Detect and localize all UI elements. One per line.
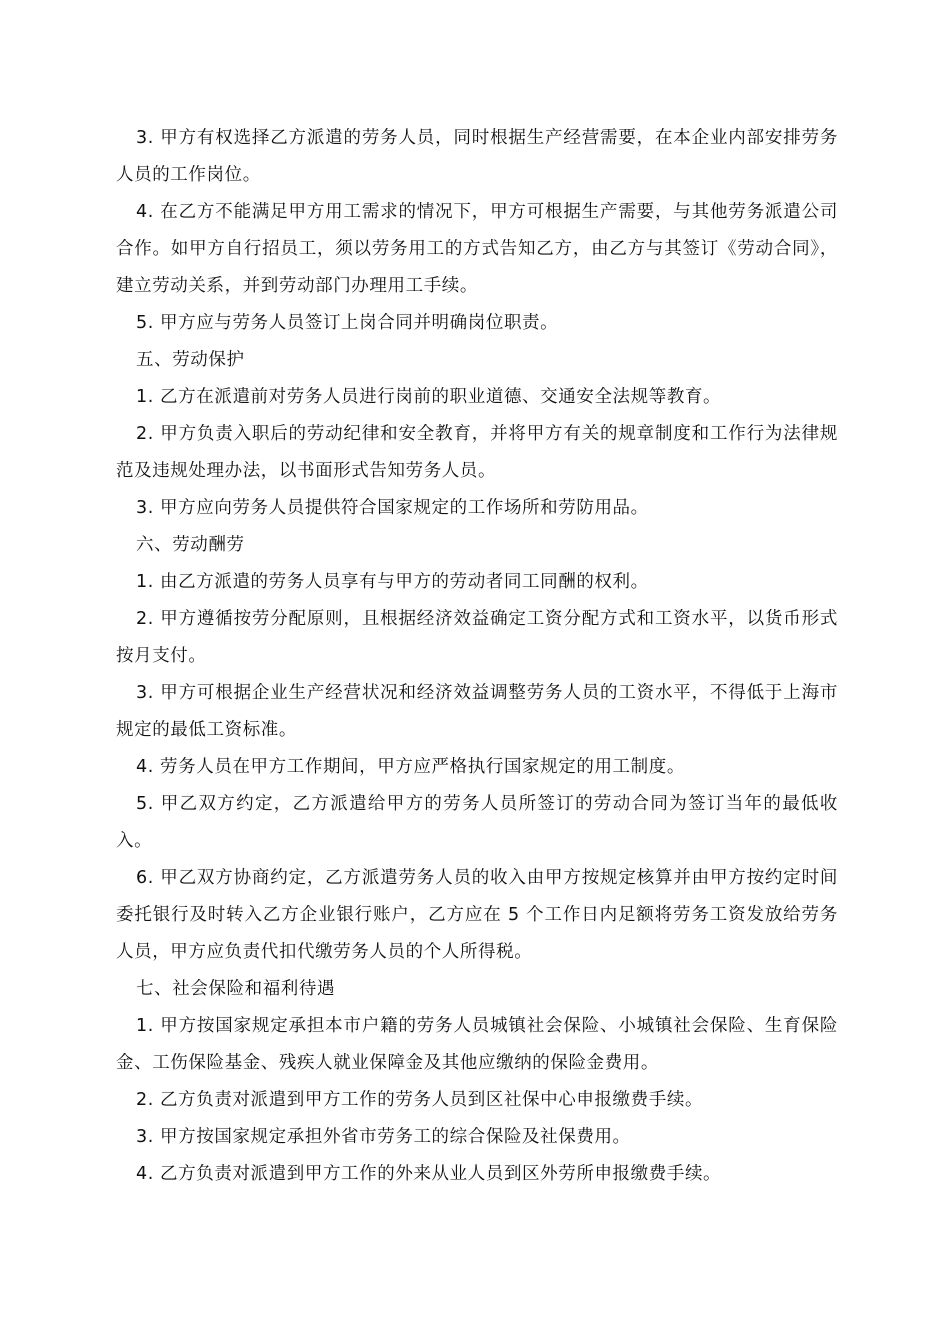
clause-4-4: 4. 在乙方不能满足甲方用工需求的情况下，甲方可根据生产需要，与其他劳务派遣公司合作。如甲方自行招员工，须以劳务用工的方式告知乙方，由乙方与其签订《劳动合同》，建立劳动关系，并到劳动部门办理用工手续。 <box>116 202 838 296</box>
clause-5-1: 1. 乙方在派遣前对劳务人员进行岗前的职业道德、交通安全法规等教育。 <box>136 387 722 407</box>
clause-6-5: 5. 甲乙双方约定，乙方派遣给甲方的劳务人员所签订的劳动合同为签订当年的最低收入。 <box>116 794 838 851</box>
clause-6-6: 6. 甲乙双方协商约定，乙方派遣劳务人员的收入由甲方按规定核算并由甲方按约定时间委托银行及时转入乙方企业银行账户，乙方应在 5 个工作日内足额将劳务工资发放给劳务人员，甲方应负责代扣代缴劳务人员的个人所得税。 <box>116 868 838 962</box>
clause-6-3: 3. 甲方可根据企业生产经营状况和经济效益调整劳务人员的工资水平，不得低于上海市规定的最低工资标准。 <box>116 683 838 740</box>
clause-4-5: 5. 甲方应与劳务人员签订上岗合同并明确岗位职责。 <box>136 313 559 333</box>
clause-6-1: 1. 由乙方派遣的劳务人员享有与甲方的劳动者同工同酬的权利。 <box>136 572 649 592</box>
clause-6-4: 4. 劳务人员在甲方工作期间，甲方应严格执行国家规定的用工制度。 <box>136 757 685 777</box>
clause-7-1: 1. 甲方按国家规定承担本市户籍的劳务人员城镇社会保险、小城镇社会保险、生育保险金、工伤保险基金、残疾人就业保障金及其他应缴纳的保险金费用。 <box>116 1016 838 1073</box>
clause-5-2: 2. 甲方负责入职后的劳动纪律和安全教育，并将甲方有关的规章制度和工作行为法律规范及违规处理办法，以书面形式告知劳务人员。 <box>116 424 838 481</box>
clause-4-3: 3. 甲方有权选择乙方派遣的劳务人员，同时根据生产经营需要，在本企业内部安排劳务人员的工作岗位。 <box>116 128 838 185</box>
section-heading-6: 六、劳动酬劳 <box>136 535 245 555</box>
section-heading-5: 五、劳动保护 <box>136 350 245 370</box>
clause-7-4: 4. 乙方负责对派遣到甲方工作的外来从业人员到区外劳所申报缴费手续。 <box>136 1164 722 1184</box>
clause-5-3: 3. 甲方应向劳务人员提供符合国家规定的工作场所和劳防用品。 <box>136 498 649 518</box>
section-heading-7: 七、社会保险和福利待遇 <box>136 979 336 999</box>
clause-7-2: 2. 乙方负责对派遣到甲方工作的劳务人员到区社保中心申报缴费手续。 <box>136 1090 704 1110</box>
clause-7-3: 3. 甲方按国家规定承担外省市劳务工的综合保险及社保费用。 <box>136 1127 631 1147</box>
document-body <box>116 120 838 1193</box>
clause-6-2: 2. 甲方遵循按劳分配原则，且根据经济效益确定工资分配方式和工资水平，以货币形式按月支付。 <box>116 609 838 666</box>
